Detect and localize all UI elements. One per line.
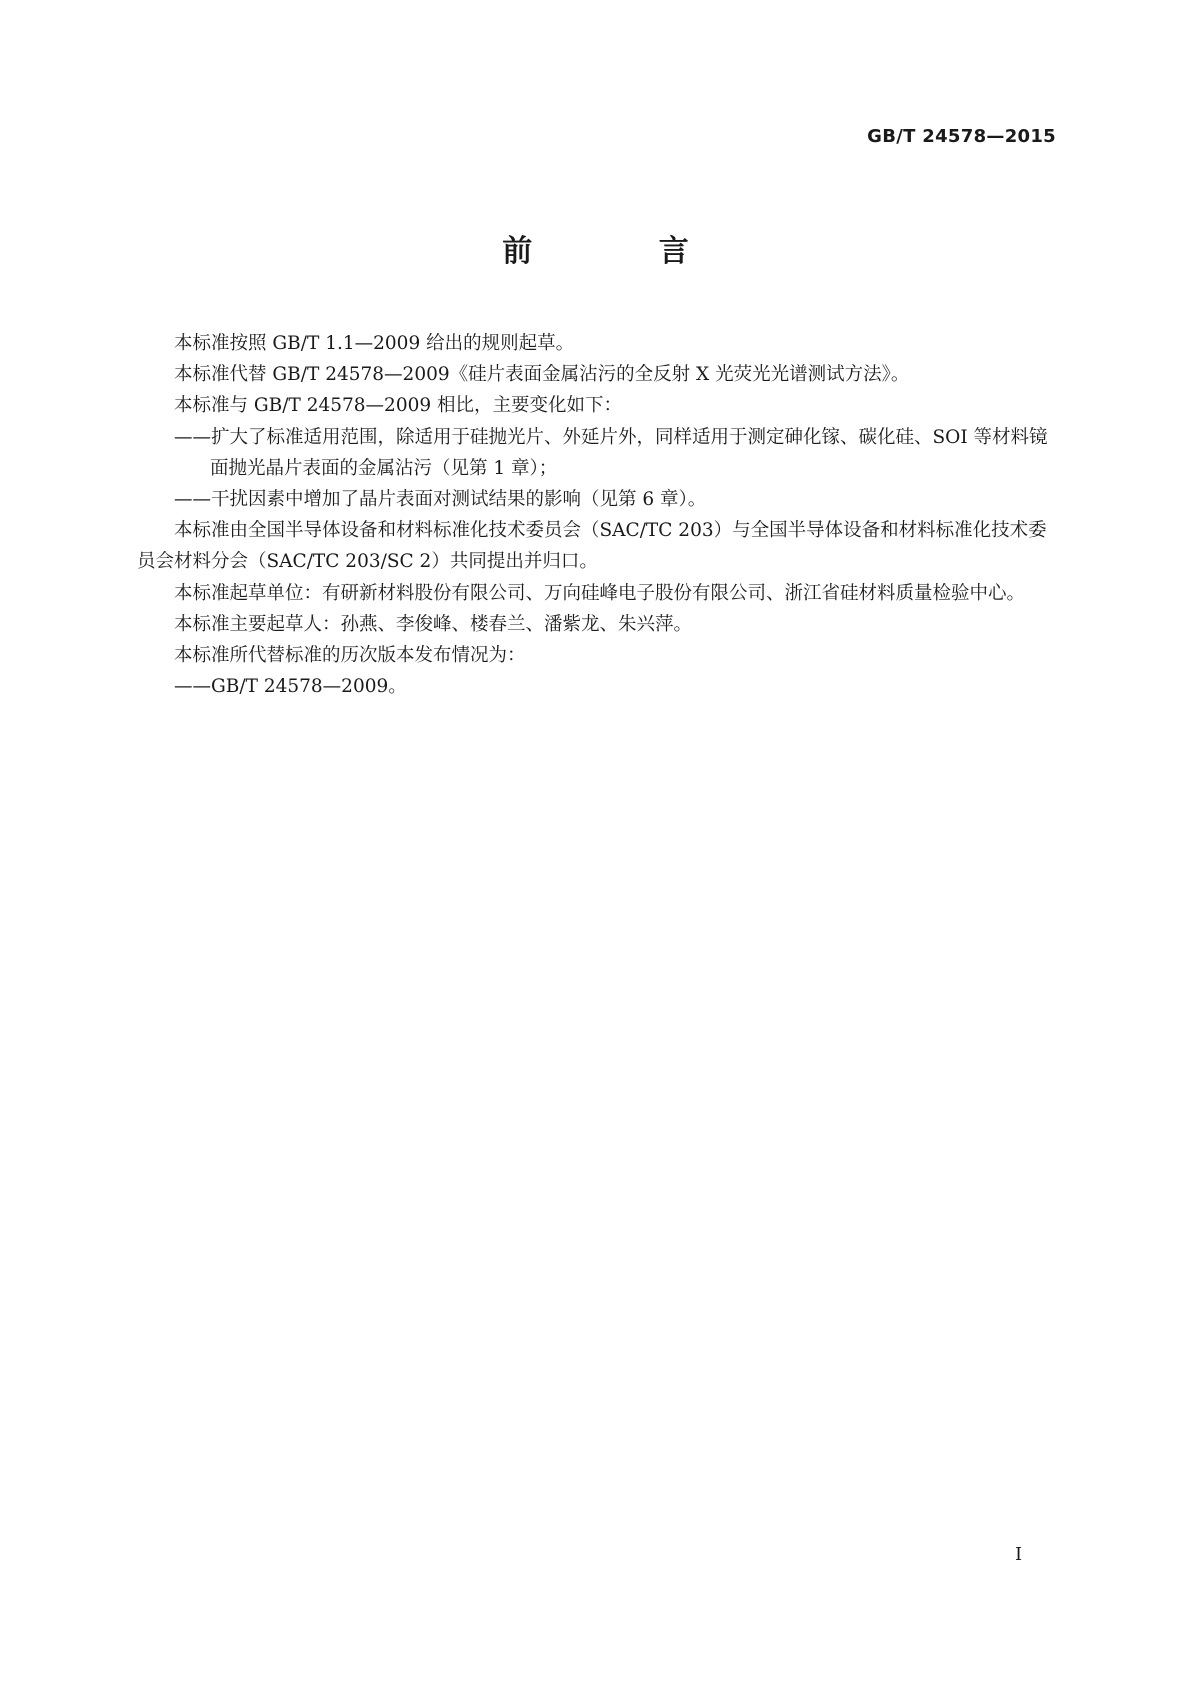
paragraph-drafting-units: 本标准起草单位：有研新材料股份有限公司、万向硅峰电子股份有限公司、浙江省硅材料质量检验中心。 — [174, 582, 1026, 604]
paragraph-history-intro: 本标准所代替标准的历次版本发布情况为： — [174, 645, 526, 667]
change-item-scope: ——扩大了标准适用范围，除适用于硅抛光片、外延片外，同样适用于测定砷化镓、碳化硅、SOI 等材料镜面抛光晶片表面的金属沾污（见第 1 章）； — [174, 426, 1048, 479]
page-number: I — [1015, 1544, 1023, 1565]
change-item-interference: ——干扰因素中增加了晶片表面对测试结果的影响（见第 6 章）。 — [174, 489, 707, 511]
paragraph-proposer: 本标准由全国半导体设备和材料标准化技术委员会（SAC/TC 203）与全国半导体设备和材料标准化技术委员会材料分会（SAC/TC 203/SC 2）共同提出并归口。 — [137, 520, 1047, 573]
page-title: 前 言 — [502, 234, 747, 269]
paragraph-drafting-rules: 本标准按照 GB/T 1.1—2009 给出的规则起草。 — [174, 333, 575, 354]
standard-code: GB/T 24578—2015 — [867, 126, 1056, 147]
foreword-body — [137, 328, 1057, 702]
paragraph-drafters: 本标准主要起草人：孙燕、李俊峰、楼春兰、潘紫龙、朱兴萍。 — [174, 613, 693, 635]
history-item: ——GB/T 24578—2009。 — [174, 676, 407, 698]
paragraph-replaces: 本标准代替 GB/T 24578—2009《硅片表面金属沾污的全反射 X 光荧光光谱测试方法》。 — [174, 364, 910, 386]
paragraph-changes-intro: 本标准与 GB/T 24578—2009 相比，主要变化如下： — [174, 395, 623, 417]
